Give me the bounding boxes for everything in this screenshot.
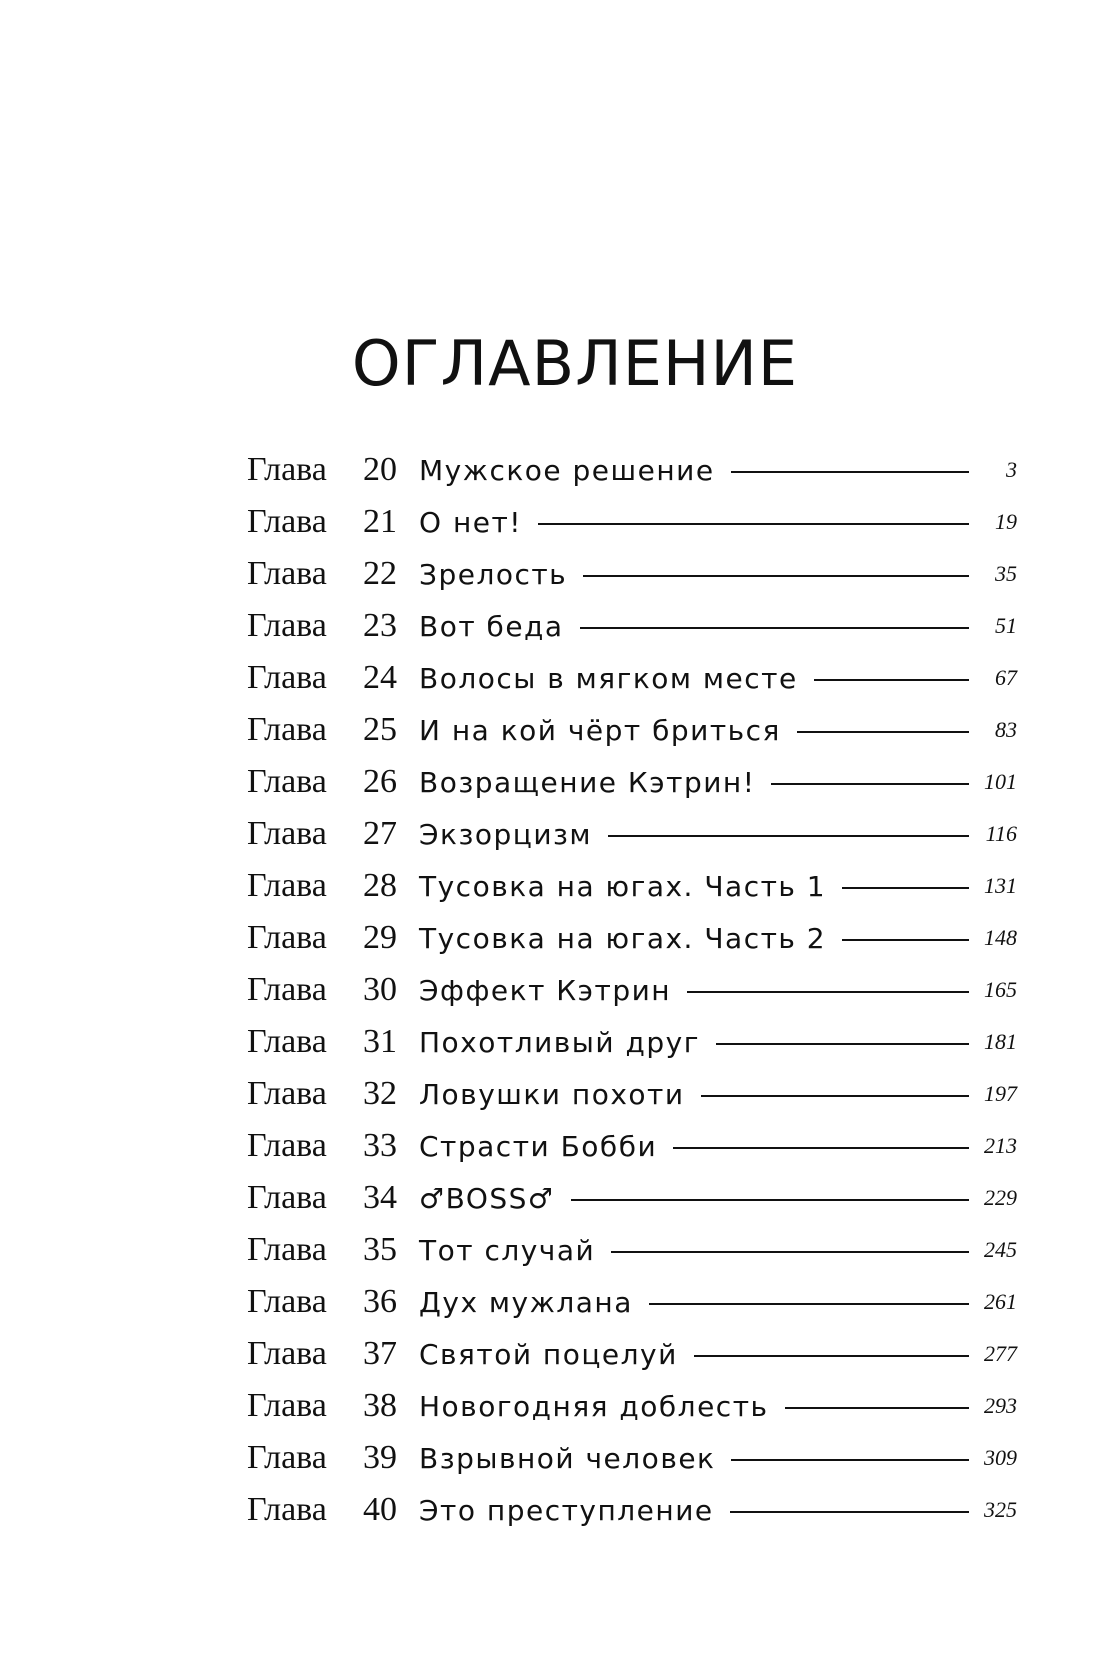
- dot-leader-line: [842, 939, 969, 941]
- chapter-title: ♂BOSS♂: [419, 1181, 555, 1215]
- toc-entry: [247, 1224, 1017, 1276]
- chapter-title: Тусовка на югах. Часть 2: [419, 921, 827, 955]
- page-number: 19: [995, 509, 1017, 534]
- dot-leader-line: [731, 471, 969, 473]
- page-number: 148: [984, 925, 1017, 950]
- chapter-label: Глава: [247, 659, 327, 696]
- chapter-title: Мужское решение: [419, 453, 715, 487]
- chapter-label: Глава: [247, 503, 327, 540]
- chapter-title: Эффект Кэтрин: [419, 973, 672, 1007]
- toc-entry: [247, 1380, 1017, 1432]
- page-number: 165: [984, 977, 1017, 1002]
- dot-leader-line: [611, 1251, 969, 1253]
- page-number: 35: [995, 561, 1017, 586]
- chapter-label: Глава: [247, 1075, 327, 1112]
- page-number: 101: [984, 769, 1017, 794]
- dot-leader-line: [649, 1303, 969, 1305]
- toc-entry: [247, 860, 1017, 912]
- toc-entry: [247, 756, 1017, 808]
- chapter-number: 37: [363, 1335, 397, 1372]
- chapter-number: 32: [363, 1075, 397, 1112]
- toc-entry: [247, 548, 1017, 600]
- page-number: 131: [984, 873, 1017, 898]
- chapter-title: Тусовка на югах. Часть 1: [419, 869, 827, 903]
- dot-leader-line: [731, 1459, 969, 1461]
- page-number: 229: [984, 1185, 1017, 1210]
- chapter-number: 20: [363, 451, 397, 488]
- chapter-number: 24: [363, 659, 397, 696]
- chapter-label: Глава: [247, 919, 327, 956]
- chapter-number: 26: [363, 763, 397, 800]
- dot-leader-line: [673, 1147, 969, 1149]
- dot-leader-line: [771, 783, 969, 785]
- dot-leader-line: [701, 1095, 969, 1097]
- chapter-label: Глава: [247, 1179, 327, 1216]
- toc-entry: [247, 912, 1017, 964]
- chapter-number: 28: [363, 867, 397, 904]
- dot-leader-line: [814, 679, 969, 681]
- dot-leader-line: [571, 1199, 969, 1201]
- chapter-title: Страсти Бобби: [419, 1129, 658, 1163]
- chapter-title: Волосы в мягком месте: [419, 661, 798, 695]
- chapter-label: Глава: [247, 1439, 327, 1476]
- dot-leader-line: [687, 991, 969, 993]
- chapter-label: Глава: [247, 867, 327, 904]
- chapter-number: 36: [363, 1283, 397, 1320]
- chapter-label: Глава: [247, 1231, 327, 1268]
- dot-leader-line: [580, 627, 969, 629]
- page-number: 197: [984, 1081, 1017, 1106]
- chapter-number: 33: [363, 1127, 397, 1164]
- page-number: 51: [995, 613, 1017, 638]
- chapter-title: О нет!: [419, 505, 523, 539]
- chapter-title: Дух мужлана: [419, 1285, 633, 1319]
- chapter-title: Ловушки похоти: [419, 1077, 685, 1111]
- page-number: 83: [995, 717, 1017, 742]
- toc-entry: [247, 964, 1017, 1016]
- chapter-label: Глава: [247, 711, 327, 748]
- chapter-title: Экзорцизм: [419, 817, 593, 851]
- page-number: 3: [1006, 457, 1017, 482]
- dot-leader-line: [785, 1407, 969, 1409]
- chapter-number: 39: [363, 1439, 397, 1476]
- chapter-title: Тот случай: [419, 1233, 596, 1267]
- chapter-title: Новогодняя доблесть: [419, 1389, 769, 1423]
- chapter-number: 21: [363, 503, 397, 540]
- page-number: 67: [995, 665, 1017, 690]
- chapter-number: 23: [363, 607, 397, 644]
- toc-entry: [247, 1068, 1017, 1120]
- page-number: 116: [985, 821, 1017, 846]
- chapter-label: Глава: [247, 971, 327, 1008]
- chapter-number: 38: [363, 1387, 397, 1424]
- chapter-title: Святой поцелуй: [419, 1337, 678, 1371]
- page-number: 245: [984, 1237, 1017, 1262]
- chapter-label: Глава: [247, 763, 327, 800]
- chapter-label: Глава: [247, 555, 327, 592]
- toc-entry: [247, 496, 1017, 548]
- chapter-number: 40: [363, 1491, 397, 1528]
- page-number: 293: [984, 1393, 1017, 1418]
- toc-entry: [247, 1120, 1017, 1172]
- toc-entry: [247, 600, 1017, 652]
- chapter-label: Глава: [247, 815, 327, 852]
- chapter-number: 34: [363, 1179, 397, 1216]
- toc-entry: [247, 1276, 1017, 1328]
- page-number: 325: [984, 1497, 1017, 1522]
- page-number: 309: [984, 1445, 1017, 1470]
- toc-entry: [247, 704, 1017, 756]
- chapter-label: Глава: [247, 1491, 327, 1528]
- chapter-label: Глава: [247, 1127, 327, 1164]
- chapter-label: Глава: [247, 1335, 327, 1372]
- page-title: ОГЛАВЛЕНИЕ: [351, 327, 799, 400]
- chapter-number: 31: [363, 1023, 397, 1060]
- chapter-label: Глава: [247, 1283, 327, 1320]
- dot-leader-line: [730, 1511, 969, 1513]
- chapter-number: 25: [363, 711, 397, 748]
- chapter-title: Похотливый друг: [419, 1025, 700, 1059]
- page-number: 277: [984, 1341, 1017, 1366]
- chapter-number: 35: [363, 1231, 397, 1268]
- chapter-title: Взрывной человек: [419, 1441, 716, 1475]
- chapter-label: Глава: [247, 607, 327, 644]
- chapter-title: Зрелость: [419, 557, 568, 591]
- dot-leader-line: [797, 731, 969, 733]
- toc-entry: [247, 1432, 1017, 1484]
- chapter-title: Это преступление: [419, 1493, 714, 1527]
- toc-entry: [247, 1172, 1017, 1224]
- dot-leader-line: [538, 523, 969, 525]
- toc-entry: [247, 1484, 1017, 1536]
- dot-leader-line: [842, 887, 969, 889]
- chapter-number: 30: [363, 971, 397, 1008]
- chapter-label: Глава: [247, 1387, 327, 1424]
- toc-entry: [247, 444, 1017, 496]
- chapter-title: И на кой чёрт бриться: [419, 713, 781, 747]
- chapter-number: 27: [363, 815, 397, 852]
- page-number: 181: [984, 1029, 1017, 1054]
- dot-leader-line: [716, 1043, 969, 1045]
- dot-leader-line: [608, 835, 969, 837]
- page-number: 261: [984, 1289, 1017, 1314]
- chapter-title: Возращение Кэтрин!: [419, 765, 756, 799]
- toc-entry: [247, 808, 1017, 860]
- toc-entry: [247, 1016, 1017, 1068]
- chapter-label: Глава: [247, 451, 327, 488]
- toc-entry: [247, 1328, 1017, 1380]
- table-of-contents: [247, 444, 1017, 1536]
- dot-leader-line: [583, 575, 969, 577]
- chapter-number: 22: [363, 555, 397, 592]
- dot-leader-line: [694, 1355, 969, 1357]
- chapter-title: Вот беда: [419, 609, 564, 643]
- chapter-label: Глава: [247, 1023, 327, 1060]
- toc-entry: [247, 652, 1017, 704]
- chapter-number: 29: [363, 919, 397, 956]
- page-number: 213: [984, 1133, 1017, 1158]
